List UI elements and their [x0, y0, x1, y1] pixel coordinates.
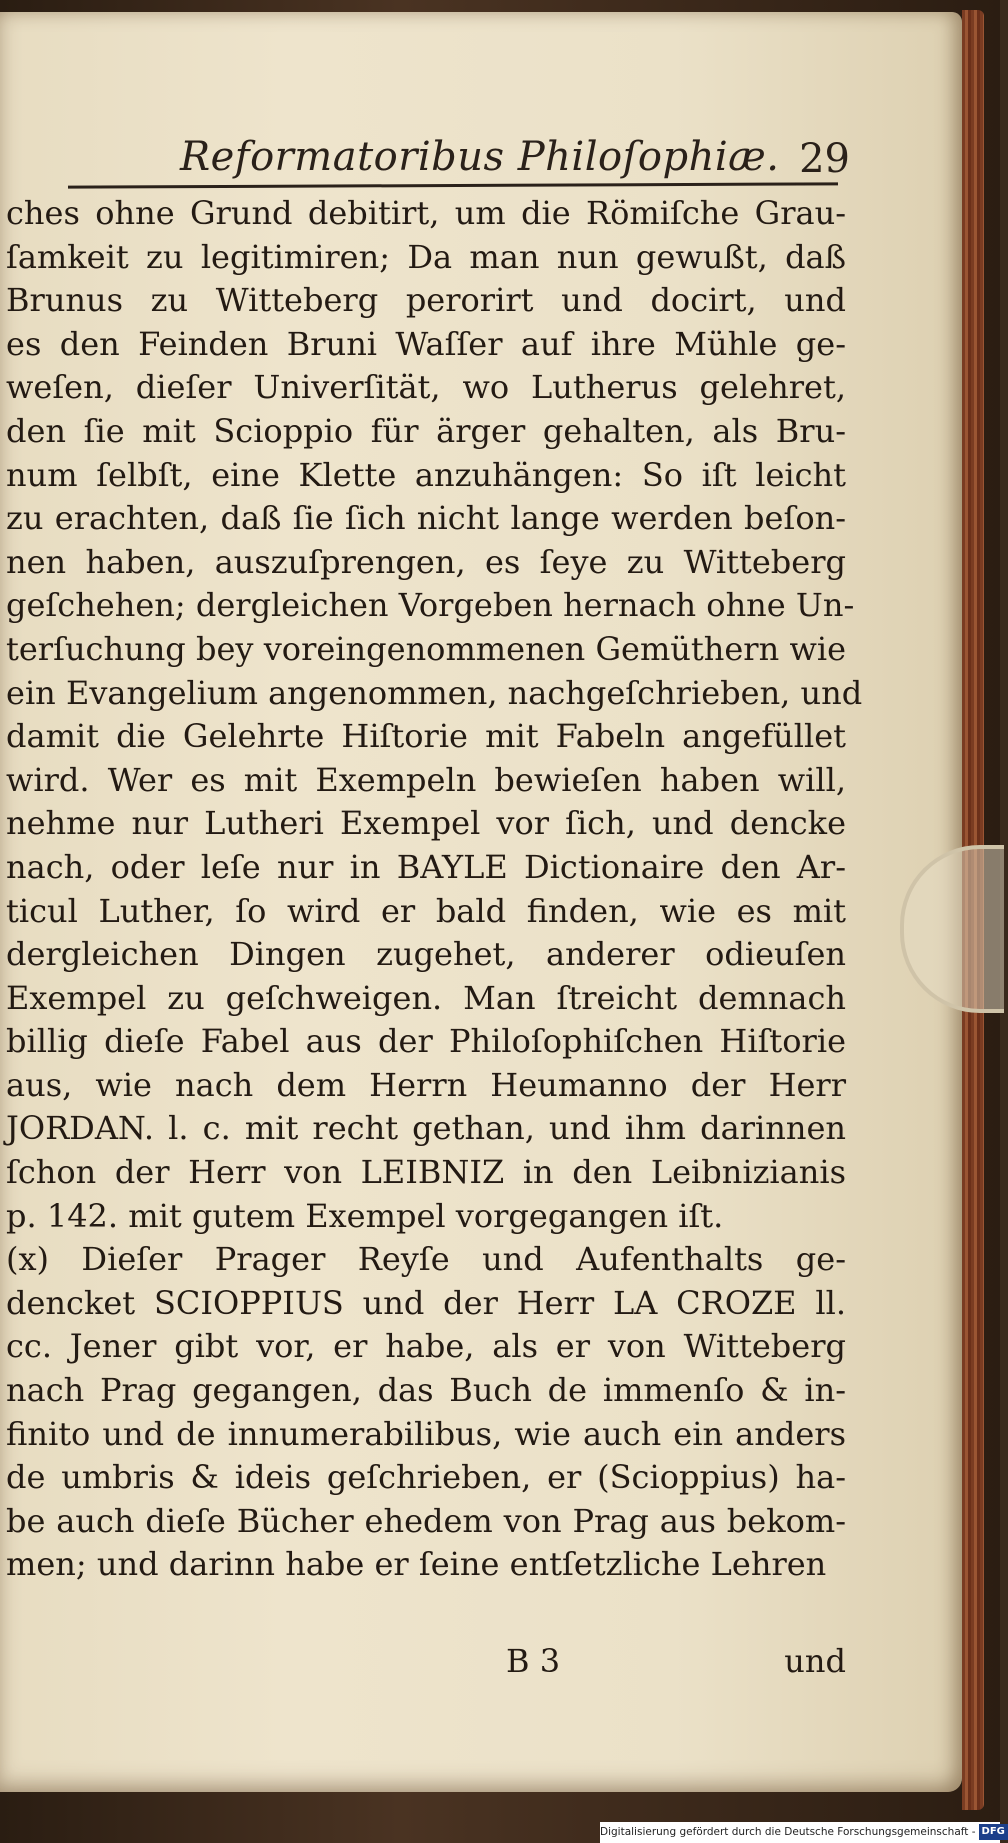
- text-line: ches ohne Grund debitirt, um die Römiſche Grau-: [6, 194, 846, 232]
- text-line: zu erachten, daß ſie ſich nicht lange werden beſon-: [6, 499, 846, 538]
- text-line: nach Prag gegangen, das Buch de immenſo & in-: [6, 1371, 846, 1410]
- text-line: es den Feinden Bruni Waſſer auf ihre Mühle ge-: [6, 324, 846, 363]
- catchword: und: [784, 1642, 846, 1680]
- running-title: Reformatoribus Philoſophiæ.: [180, 134, 780, 180]
- body-text: [6, 192, 863, 1587]
- text-line: num ſelbſt, eine Klette anzuhängen: So iſt leicht: [6, 455, 846, 494]
- text-line: dencket SCIOPPIUS und der Herr LA CROZE ll.: [6, 1283, 846, 1322]
- text-line: den ſie mit Scioppio für ärger gehalten, als Bru-: [6, 411, 846, 450]
- page-header: [40, 124, 850, 186]
- text-line: terſuchung bey voreingenommenen Gemüthern wie: [6, 629, 846, 668]
- text-line: cc. Jener gibt vor, er habe, als er von Witteberg: [6, 1327, 846, 1366]
- text-line: wird. Wer es mit Exempeln bewieſen haben will,: [6, 760, 846, 799]
- text-line: (x) Dieſer Prager Reyſe und Aufenthalts ge-: [6, 1240, 846, 1279]
- dfg-logo: DFG: [979, 1824, 1008, 1840]
- text-line: billig dieſe Fabel aus der Philoſophiſchen Hiſtorie: [6, 1022, 846, 1061]
- text-line: nehme nur Lutheri Exempel vor ſich, und dencke: [6, 804, 846, 843]
- digitization-credit: [600, 1822, 1005, 1843]
- text-line: nach, oder leſe nur in BAYLE Dictionaire den Ar-: [6, 847, 846, 886]
- text-line: aus, wie nach dem Herrn Heumanno der Herr: [6, 1065, 846, 1104]
- text-line: de umbris & ideis geſchrieben, er (Scioppius) ha-: [6, 1458, 846, 1497]
- text-line: Exempel zu geſchweigen. Man ſtreicht demnach: [6, 978, 846, 1017]
- text-line: ticul Luther, ſo wird er bald finden, wie es mit: [6, 891, 846, 930]
- text-line: dergleichen Dingen zugehet, anderer odieuſen: [6, 935, 846, 974]
- text-line: ein Evangelium angenommen, nachgeſchrieben, und: [6, 673, 863, 712]
- text-line: damit die Gelehrte Hiſtorie mit Fabeln angefüllet: [6, 717, 846, 756]
- text-line: Brunus zu Witteberg perorirt und docirt, und: [6, 281, 846, 320]
- signature-mark: B 3: [506, 1642, 561, 1680]
- text-line: be auch dieſe Bücher ehedem von Prag aus bekom-: [6, 1501, 846, 1540]
- text-line: weſen, dieſer Univerſität, wo Lutherus gelehret,: [6, 368, 846, 407]
- page-number: 29: [799, 136, 850, 182]
- text-line: ſamkeit zu legitimiren; Da man nun gewußt, daß: [6, 237, 846, 276]
- text-line: geſchehen; dergleichen Vorgeben hernach ohne Un-: [6, 586, 855, 625]
- text-line: men; und darinn habe er ſeine entſetzliche Lehren: [6, 1545, 827, 1584]
- signature-line: [6, 1639, 846, 1683]
- text-line: nen haben, auszuſprengen, es ſeye zu Witteberg: [6, 542, 846, 581]
- text-line: ſchon der Herr von LEIBNIZ in den Leibnizianis: [6, 1153, 846, 1192]
- book-page: [0, 12, 962, 1792]
- text-line: finito und de innumerabilibus, wie auch ein anders: [6, 1414, 846, 1453]
- text-line: p. 142. mit gutem Exempel vorgegangen iſt.: [6, 1196, 724, 1235]
- text-line: JORDAN. l. c. mit recht gethan, und ihm darinnen: [6, 1109, 846, 1148]
- credit-text: Digitalisierung gefördert durch die Deutsche Forschungsgemeinschaft -: [600, 1826, 976, 1838]
